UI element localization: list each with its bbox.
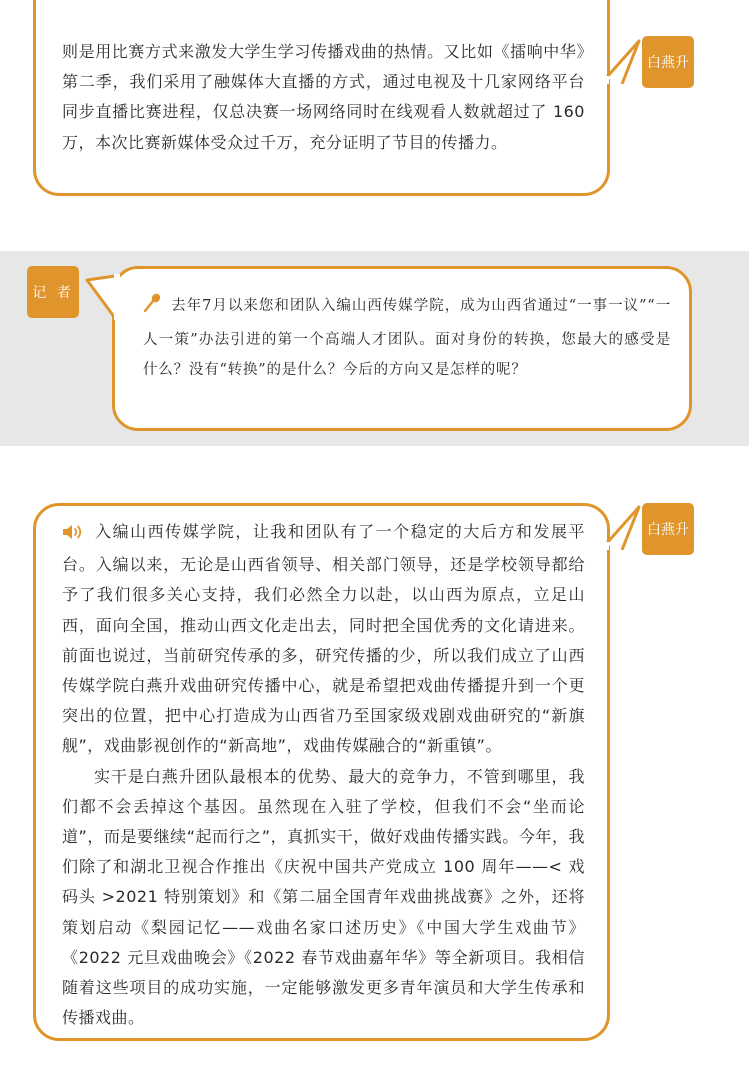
answer-paragraph-1: 入编山西传媒学院，让我和团队有了一个稳定的大后方和发展平台。入编以来，无论是山西省领导、相关部门领导，还是学校领导都给予了我们很多关心支持，我们必然全力以赴，以山西为原点，立足山西，面向全国，推动山西文化走出去，同时把全国优秀的文化请进来。前面也说过，当前研究传承的多，研究传播的少，所以我们成立了山西传媒学院白燕升戏曲研究传播中心，就是希望把戏曲传播提升到一个更突出的位置，把中心打造成为山西省乃至国家级戏剧戏曲研究的“新旗舰”，戏曲影视创作的“新高地”，戏曲传媒融合的“新重镇”。: [62, 522, 585, 756]
answer-paragraph: 则是用比赛方式来激发大学生学习传播戏曲的热情。又比如《擂响中华》第二季，我们采用了融媒体大直播的方式，通过电视及十几家网络平台同步直播比赛进程，仅总决赛一场网络同时在线观看人数就超过了 160 万，本次比赛新媒体受众过千万，充分证明了节目的传播力。: [62, 42, 585, 152]
answer-text-top: [62, 37, 585, 158]
answer-paragraph-2: 实干是白燕升团队最根本的优势、最大的竞争力，不管到哪里，我们都不会丢掉这个基因。虽然现在入驻了学校，但我们不会“坐而论道”，而是要继续“起而行之”，真抓实干，做好戏曲传播实践。今年，我们除了和湖北卫视合作推出《庆祝中国共产党成立 100 周年——< 戏码头 >2021 特别策划》和《第二届全国青年戏曲挑战赛》之外，还将策划启动《梨园记忆——戏曲名家口述历史》《中国大学生戏曲节》《2022 元旦戏曲晚会》《2022 春节戏曲嘉年华》等全新项目。我相信随着这些项目的成功实施，一定能够激发更多青年演员和大学生传承和传播戏曲。: [62, 766, 585, 1028]
speaker-label-main: 白燕升: [642, 503, 694, 555]
reporter-label: 记 者: [27, 266, 79, 318]
question-paragraph: 去年7月以来您和团队入编山西传媒学院，成为山西省通过“一事一议”“一人一策”办法引进的第一个高端人才团队。面对身份的转换，您最大的感受是什么？没有“转换”的是什么？今后的方向又是怎样的呢？: [143, 298, 672, 378]
answer-text-main: [62, 517, 585, 1033]
bubble-pointer-reporter: [84, 274, 120, 320]
bubble-pointer-top: [604, 38, 642, 84]
bubble-pointer-main: [604, 504, 642, 550]
microphone-icon: [143, 293, 161, 325]
speaker-icon: [62, 520, 84, 550]
speaker-label-top: 白燕升: [642, 36, 694, 88]
question-text: [143, 291, 671, 386]
